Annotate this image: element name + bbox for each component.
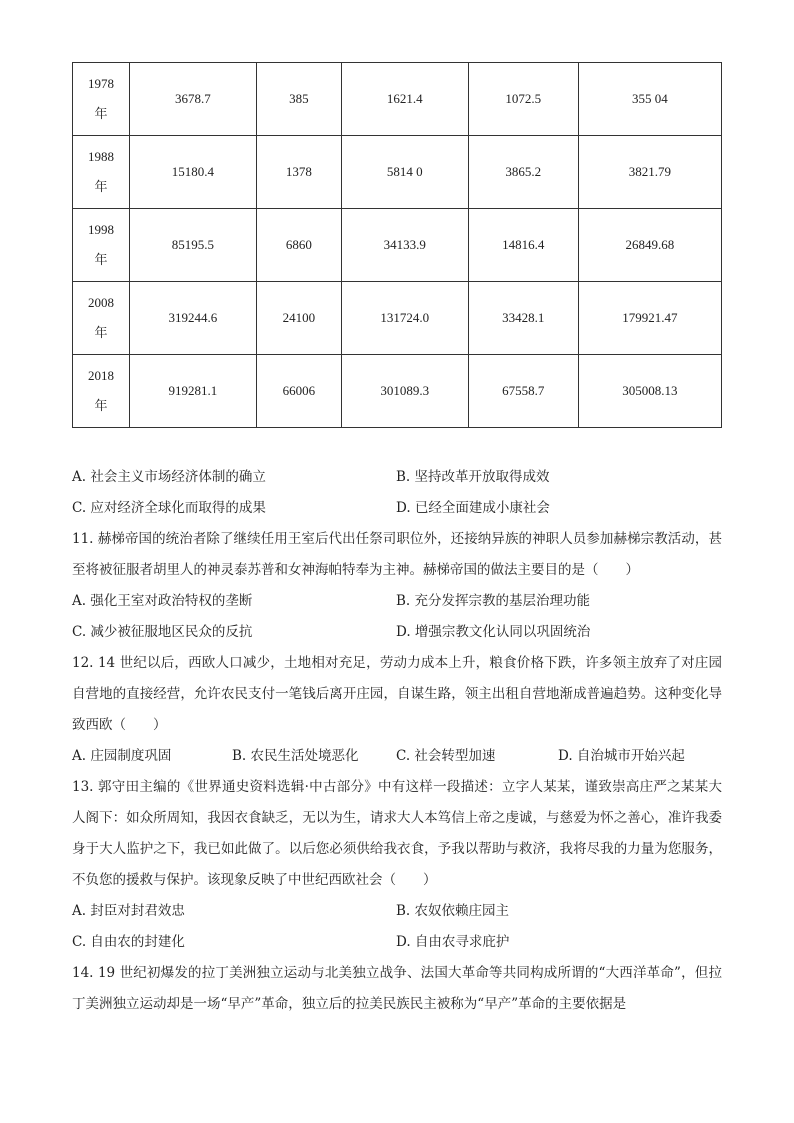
option-a: A. 强化王室对政治特权的垄断	[72, 593, 253, 609]
value-cell: 15180.4	[130, 136, 257, 209]
data-table	[72, 62, 722, 428]
year-cell: 2018 年	[73, 355, 130, 428]
value-cell: 385	[256, 63, 341, 136]
option-a: A. 社会主义市场经济体制的确立	[72, 469, 266, 485]
option-d: D. 自治城市开始兴起	[558, 748, 685, 764]
value-cell: 919281.1	[130, 355, 257, 428]
question-12	[72, 648, 722, 772]
option-row	[72, 462, 722, 493]
table-row	[73, 136, 722, 209]
value-cell: 179921.47	[578, 282, 721, 355]
question-stem: 13. 郭守田主编的《世界通史资料选辑·中古部分》中有这样一段描述：立字人某某，谨致崇高庄严之某某大人阁下：如众所周知，我因衣食缺乏，无以为生，请求大人本笃信上帝之虔诚，与慈爱为怀之善心，准许我委身于大人监护之下，我已如此做了。以后您必须供给我衣食，予我以帮助与救济，我将尽我的力量为您服务，不负您的援救与保护。该现象反映了中世纪西欧社会（ ）	[72, 779, 722, 888]
table-row	[73, 209, 722, 282]
option-row	[72, 741, 722, 772]
value-cell: 24100	[256, 282, 341, 355]
option-c: C. 自由农的封建化	[72, 934, 185, 950]
option-d: D. 增强宗教文化认同以巩固统治	[396, 624, 591, 640]
table-row	[73, 63, 722, 136]
option-c: C. 社会转型加速	[396, 748, 496, 764]
option-row	[72, 896, 722, 927]
question-stem: 12. 14 世纪以后，西欧人口减少，土地相对充足，劳动力成本上升，粮食价格下跌，许多领主放弃了对庄园自营地的直接经营，允许农民支付一笔钱后离开庄园，自谋生路，领主出租自营地渐成普遍趋势。这种变化导致西欧（ ）	[72, 655, 722, 733]
option-b: B. 农民生活处境恶化	[232, 748, 359, 764]
value-cell: 1378	[256, 136, 341, 209]
year-cell: 1988 年	[73, 136, 130, 209]
value-cell: 1072.5	[468, 63, 578, 136]
year-cell: 1998 年	[73, 209, 130, 282]
question-stem: 11. 赫梯帝国的统治者除了继续任用王室后代出任祭司职位外，还接纳异族的神职人员参加赫梯宗教活动，甚至将被征服者胡里人的神灵泰苏普和女神海帕特奉为主神。赫梯帝国的做法主要目的是（ ）	[72, 531, 722, 578]
option-b: B. 坚持改革开放取得成效	[396, 469, 550, 485]
value-cell: 301089.3	[341, 355, 468, 428]
value-cell: 14816.4	[468, 209, 578, 282]
year-cell: 1978 年	[73, 63, 130, 136]
value-cell: 305008.13	[578, 355, 721, 428]
option-row	[72, 927, 722, 958]
question-13	[72, 772, 722, 958]
option-b: B. 充分发挥宗教的基层治理功能	[396, 593, 591, 609]
option-row	[72, 586, 722, 617]
question-10-options	[72, 462, 722, 524]
question-stem: 14. 19 世纪初爆发的拉丁美洲独立运动与北美独立战争、法国大革命等共同构成所谓的“大西洋革命”，但拉丁美洲独立运动却是一场“早产”革命，独立后的拉美民族民主被称为“早产”革命的主要依据是	[72, 965, 722, 1012]
value-cell: 67558.7	[468, 355, 578, 428]
value-cell: 33428.1	[468, 282, 578, 355]
value-cell: 3678.7	[130, 63, 257, 136]
option-c: C. 减少被征服地区民众的反抗	[72, 624, 253, 640]
option-row	[72, 617, 722, 648]
option-d: D. 已经全面建成小康社会	[396, 500, 550, 516]
value-cell: 5814 0	[341, 136, 468, 209]
table-row	[73, 355, 722, 428]
question-11	[72, 524, 722, 648]
question-14	[72, 958, 722, 1020]
value-cell: 355 04	[578, 63, 721, 136]
value-cell: 131724.0	[341, 282, 468, 355]
value-cell: 66006	[256, 355, 341, 428]
value-cell: 85195.5	[130, 209, 257, 282]
option-b: B. 农奴依赖庄园主	[396, 903, 510, 919]
value-cell: 3865.2	[468, 136, 578, 209]
option-row	[72, 493, 722, 524]
value-cell: 6860	[256, 209, 341, 282]
year-cell: 2008 年	[73, 282, 130, 355]
table-row	[73, 282, 722, 355]
option-a: A. 封臣对封君效忠	[72, 903, 185, 919]
option-c: C. 应对经济全球化而取得的成果	[72, 500, 266, 516]
value-cell: 3821.79	[578, 136, 721, 209]
option-a: A. 庄园制度巩固	[72, 748, 172, 764]
value-cell: 1621.4	[341, 63, 468, 136]
value-cell: 34133.9	[341, 209, 468, 282]
value-cell: 319244.6	[130, 282, 257, 355]
value-cell: 26849.68	[578, 209, 721, 282]
option-d: D. 自由农寻求庇护	[396, 934, 510, 950]
